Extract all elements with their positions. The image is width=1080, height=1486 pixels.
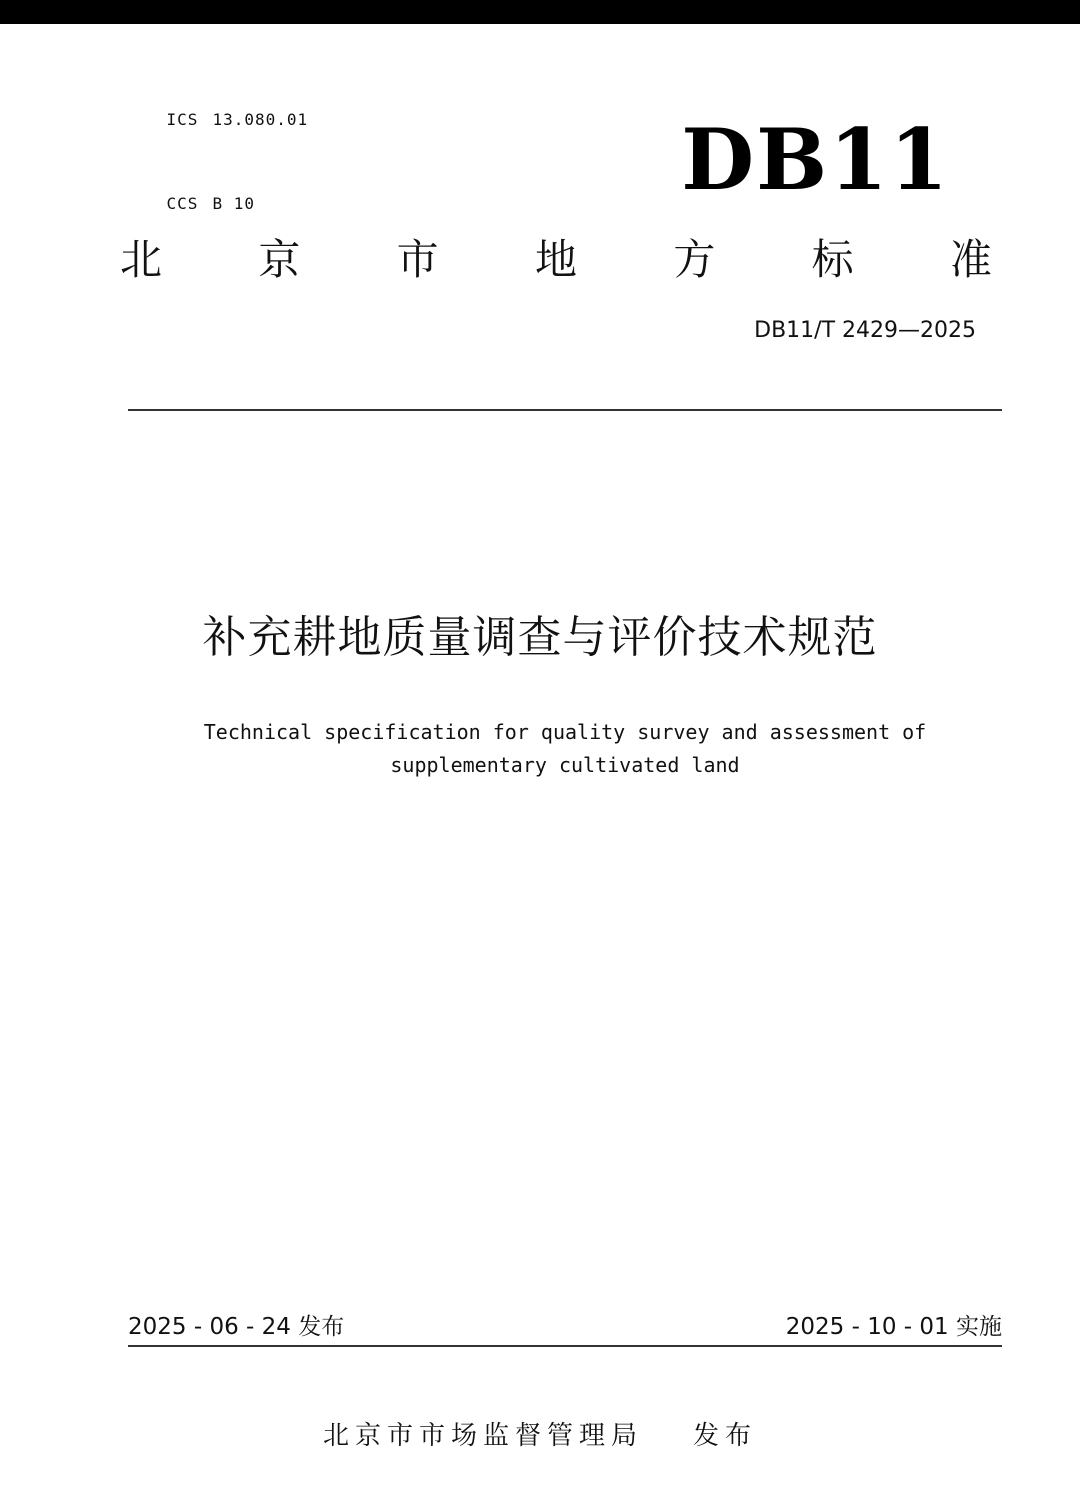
classification-codes bbox=[124, 78, 308, 246]
issue-date: 2025 - 06 - 24 发布 bbox=[128, 1314, 345, 1340]
implementation-date: 2025 - 10 - 01 实施 bbox=[785, 1314, 1002, 1340]
standard-kind-char: 地 bbox=[534, 235, 577, 284]
standard-kind-char: 标 bbox=[811, 235, 854, 284]
header-divider bbox=[128, 409, 1002, 411]
standard-kind-char: 北 bbox=[120, 235, 163, 284]
top-black-bar bbox=[0, 0, 1080, 24]
ccs-label: CCS bbox=[166, 194, 199, 213]
date-divider bbox=[128, 1345, 1002, 1347]
ics-code-row bbox=[124, 78, 308, 162]
publisher-line bbox=[0, 1416, 1080, 1456]
chinese-title: 补充耕地质量调查与评价技术规范 bbox=[202, 612, 878, 663]
publish-label: 发布 bbox=[693, 1421, 758, 1451]
standard-number: DB11/T 2429—2025 bbox=[754, 318, 976, 343]
english-title-line-1: Technical specification for quality survey and assessment of bbox=[203, 720, 927, 744]
ccs-value: B 10 bbox=[212, 194, 255, 213]
ics-value: 13.080.01 bbox=[212, 110, 309, 129]
standard-kind-char: 准 bbox=[949, 235, 992, 284]
standard-kind-char: 京 bbox=[258, 235, 301, 284]
standard-kind-char: 方 bbox=[673, 235, 716, 284]
standard-kind-char: 市 bbox=[396, 235, 439, 284]
english-title bbox=[150, 716, 980, 782]
ics-label: ICS bbox=[166, 110, 199, 129]
issuing-authority: 北京市市场监督管理局 bbox=[322, 1421, 643, 1451]
standard-kind-heading bbox=[120, 232, 992, 288]
english-title-line-2: supplementary cultivated land bbox=[390, 753, 740, 777]
date-row bbox=[128, 1312, 1002, 1342]
standard-logo-code: DB11 bbox=[681, 110, 950, 209]
